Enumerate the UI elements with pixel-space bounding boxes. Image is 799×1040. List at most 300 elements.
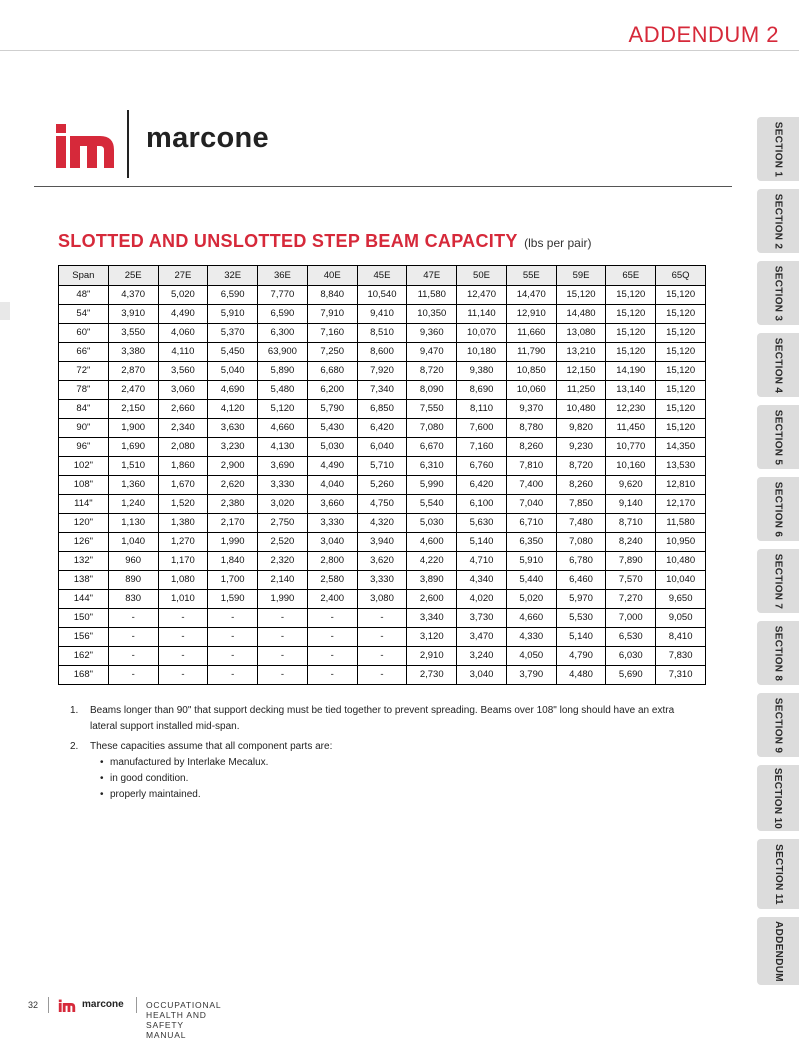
span-cell: 60" [59,324,109,343]
tab-section-9[interactable] [757,693,799,757]
capacity-cell: 3,330 [307,514,357,533]
capacity-cell: 5,790 [307,400,357,419]
capacity-cell: 2,140 [258,571,308,590]
capacity-cell: 3,470 [457,628,507,647]
note-number: 1. [70,705,79,716]
capacity-cell: 8,110 [457,400,507,419]
capacity-cell: 1,130 [108,514,158,533]
capacity-cell: 3,690 [258,457,308,476]
capacity-cell: 11,580 [656,514,706,533]
capacity-cell: 5,020 [158,286,208,305]
capacity-cell: 3,910 [108,305,158,324]
capacity-cell: 6,350 [506,533,556,552]
capacity-cell: 10,160 [606,457,656,476]
capacity-cell: 6,420 [457,476,507,495]
list-item: • manufactured by Interlake Mecalux. [102,755,690,771]
capacity-cell: 3,660 [307,495,357,514]
capacity-cell: 1,010 [158,590,208,609]
capacity-cell: 4,020 [457,590,507,609]
column-header: 55E [506,266,556,286]
span-cell: 156" [59,628,109,647]
column-header: 32E [208,266,258,286]
capacity-cell: 3,330 [258,476,308,495]
capacity-cell: - [208,609,258,628]
capacity-cell: 2,750 [258,514,308,533]
notes [70,703,690,807]
tab-label: SECTION 8 [772,625,784,681]
capacity-cell: 1,590 [208,590,258,609]
span-cell: 132" [59,552,109,571]
tab-label: SECTION 4 [772,337,784,393]
capacity-cell: - [158,609,208,628]
capacity-cell: 5,030 [307,438,357,457]
capacity-cell: 10,480 [656,552,706,571]
capacity-cell: 6,760 [457,457,507,476]
capacity-cell: 8,410 [656,628,706,647]
capacity-cell: 7,480 [556,514,606,533]
table-row [59,438,706,457]
footer-divider [48,997,49,1013]
capacity-cell: 2,580 [307,571,357,590]
capacity-cell: 2,620 [208,476,258,495]
capacity-cell: 2,380 [208,495,258,514]
table-body [59,286,706,685]
capacity-cell: - [307,609,357,628]
capacity-cell: 2,080 [158,438,208,457]
capacity-cell: 3,330 [357,571,407,590]
capacity-cell: 4,120 [208,400,258,419]
capacity-cell: 4,600 [407,533,457,552]
capacity-cell: 5,430 [307,419,357,438]
capacity-cell: 4,490 [158,305,208,324]
capacity-cell: 11,250 [556,381,606,400]
capacity-cell: 2,520 [258,533,308,552]
capacity-cell: 5,910 [208,305,258,324]
capacity-cell: 4,750 [357,495,407,514]
footer-wordmark: marcone [82,999,124,1010]
beam-capacity-table [58,265,706,685]
capacity-cell: 8,260 [556,476,606,495]
capacity-cell: 5,890 [258,362,308,381]
capacity-cell: - [108,628,158,647]
capacity-cell: 8,690 [457,381,507,400]
capacity-cell: 7,570 [606,571,656,590]
capacity-cell: 8,840 [307,286,357,305]
column-header: 65E [606,266,656,286]
capacity-cell: 12,470 [457,286,507,305]
capacity-cell: - [108,666,158,685]
capacity-cell: 2,910 [407,647,457,666]
section-title [58,231,592,252]
span-cell: 108" [59,476,109,495]
capacity-cell: 8,090 [407,381,457,400]
capacity-cell: 1,040 [108,533,158,552]
capacity-cell: 8,260 [506,438,556,457]
capacity-cell: 6,310 [407,457,457,476]
capacity-cell: 3,560 [158,362,208,381]
note-text: Beams longer than 90" that support decking must be tied together to prevent spreading. Beams over 108" long should have an extra lateral support installed mid-span. [90,705,675,732]
capacity-cell: 1,990 [258,590,308,609]
capacity-cell: - [108,647,158,666]
column-header: 25E [108,266,158,286]
capacity-cell: 5,480 [258,381,308,400]
capacity-cell: 4,330 [506,628,556,647]
capacity-cell: 13,140 [606,381,656,400]
capacity-cell: - [208,647,258,666]
capacity-cell: 7,920 [357,362,407,381]
capacity-cell: 6,100 [457,495,507,514]
capacity-cell: 9,140 [606,495,656,514]
table-row [59,514,706,533]
capacity-cell: 10,070 [457,324,507,343]
capacity-cell: - [258,609,308,628]
capacity-cell: 14,480 [556,305,606,324]
tab-addendum[interactable] [757,917,799,985]
note-2 [70,739,690,803]
capacity-cell: 15,120 [656,324,706,343]
table-row [59,457,706,476]
capacity-cell: 9,470 [407,343,457,362]
capacity-cell: 5,910 [506,552,556,571]
tab-label: SECTION 3 [772,265,784,321]
capacity-cell: 6,710 [506,514,556,533]
capacity-cell: 6,780 [556,552,606,571]
capacity-cell: 2,320 [258,552,308,571]
capacity-cell: 10,180 [457,343,507,362]
capacity-cell: 14,190 [606,362,656,381]
capacity-cell: 7,080 [556,533,606,552]
capacity-cell: - [158,628,208,647]
capacity-cell: 4,060 [158,324,208,343]
tab-section-1[interactable] [757,117,799,181]
span-cell: 114" [59,495,109,514]
capacity-cell: 8,600 [357,343,407,362]
table-unit-note: (lbs per pair) [524,236,592,250]
capacity-cell: 4,050 [506,647,556,666]
span-cell: 90" [59,419,109,438]
capacity-cell: 4,370 [108,286,158,305]
note-1 [70,703,690,735]
table-row [59,533,706,552]
capacity-cell: 1,360 [108,476,158,495]
capacity-cell: 3,890 [407,571,457,590]
addendum-heading: ADDENDUM 2 [628,22,779,47]
tab-section-4[interactable] [757,333,799,397]
capacity-cell: 3,020 [258,495,308,514]
capacity-cell: 8,510 [357,324,407,343]
capacity-cell: 5,630 [457,514,507,533]
logo-separator [127,110,129,178]
capacity-cell: 4,340 [457,571,507,590]
span-cell: 138" [59,571,109,590]
span-cell: 96" [59,438,109,457]
capacity-cell: 8,720 [556,457,606,476]
capacity-cell: 11,450 [606,419,656,438]
tab-section-6[interactable] [757,477,799,541]
column-header: 36E [258,266,308,286]
capacity-cell: 9,820 [556,419,606,438]
capacity-cell: 3,040 [457,666,507,685]
span-cell: 72" [59,362,109,381]
table-row [59,495,706,514]
capacity-cell: 11,140 [457,305,507,324]
capacity-cell: - [208,628,258,647]
capacity-cell: 6,530 [606,628,656,647]
column-header: 50E [457,266,507,286]
capacity-cell: 1,510 [108,457,158,476]
capacity-cell: - [258,628,308,647]
capacity-cell: 4,320 [357,514,407,533]
capacity-cell: - [208,666,258,685]
capacity-cell: 13,530 [656,457,706,476]
capacity-cell: 5,440 [506,571,556,590]
capacity-cell: 13,080 [556,324,606,343]
capacity-cell: 1,990 [208,533,258,552]
capacity-cell: 3,380 [108,343,158,362]
capacity-cell: - [307,628,357,647]
capacity-cell: 1,240 [108,495,158,514]
span-cell: 168" [59,666,109,685]
span-cell: 84" [59,400,109,419]
capacity-cell: 2,170 [208,514,258,533]
capacity-cell: 4,130 [258,438,308,457]
capacity-cell: 960 [108,552,158,571]
capacity-cell: 7,270 [606,590,656,609]
capacity-cell: - [357,666,407,685]
capacity-cell: 4,660 [506,609,556,628]
tab-label: ADDENDUM [772,920,784,982]
column-header-span: Span [59,266,109,286]
capacity-cell: 10,540 [357,286,407,305]
tab-section-7[interactable] [757,549,799,613]
capacity-cell: 8,780 [506,419,556,438]
capacity-cell: 1,860 [158,457,208,476]
capacity-cell: 15,120 [656,305,706,324]
capacity-cell: 5,450 [208,343,258,362]
capacity-cell: - [307,666,357,685]
span-cell: 150" [59,609,109,628]
table-row [59,343,706,362]
marcone-m-icon [56,122,114,168]
capacity-cell: 2,660 [158,400,208,419]
column-header: 27E [158,266,208,286]
capacity-cell: 6,590 [258,305,308,324]
capacity-cell: 1,520 [158,495,208,514]
capacity-cell: 4,490 [307,457,357,476]
capacity-cell: 4,040 [307,476,357,495]
capacity-cell: - [158,647,208,666]
page-number: 32 [28,1000,39,1010]
capacity-cell: 4,660 [258,419,308,438]
header-divider [0,50,799,51]
capacity-cell: 9,360 [407,324,457,343]
span-cell: 48" [59,286,109,305]
capacity-cell: 11,660 [506,324,556,343]
table-row [59,305,706,324]
span-cell: 102" [59,457,109,476]
table-row [59,666,706,685]
capacity-cell: 12,230 [606,400,656,419]
tab-section-3[interactable] [757,261,799,325]
capacity-cell: 1,170 [158,552,208,571]
capacity-cell: 7,250 [307,343,357,362]
capacity-cell: 15,120 [606,343,656,362]
left-edge-mark [0,302,10,320]
capacity-cell: 3,790 [506,666,556,685]
capacity-cell: 3,230 [208,438,258,457]
capacity-cell: 10,480 [556,400,606,419]
capacity-cell: 1,900 [108,419,158,438]
capacity-cell: 15,120 [606,305,656,324]
capacity-cell: 9,050 [656,609,706,628]
capacity-cell: 3,060 [158,381,208,400]
capacity-cell: 6,850 [357,400,407,419]
capacity-cell: 15,120 [556,286,606,305]
capacity-cell: 15,120 [656,343,706,362]
tab-section-5[interactable] [757,405,799,469]
capacity-cell: 7,850 [556,495,606,514]
capacity-cell: 7,890 [606,552,656,571]
capacity-cell: 9,620 [606,476,656,495]
capacity-cell: 3,620 [357,552,407,571]
capacity-cell: 10,040 [656,571,706,590]
capacity-cell: 12,910 [506,305,556,324]
tab-section-8[interactable] [757,621,799,685]
capacity-cell: 6,680 [307,362,357,381]
capacity-cell: 5,140 [556,628,606,647]
tab-label: SECTION 6 [772,481,784,537]
tab-label: SECTION 2 [772,193,784,249]
table-row [59,590,706,609]
capacity-cell: 8,710 [606,514,656,533]
capacity-cell: 1,080 [158,571,208,590]
capacity-cell: 7,600 [457,419,507,438]
capacity-cell: 6,420 [357,419,407,438]
column-header: 40E [307,266,357,286]
capacity-cell: 5,710 [357,457,407,476]
capacity-cell: 2,900 [208,457,258,476]
note-bullet-list [90,755,690,803]
capacity-cell: 2,340 [158,419,208,438]
capacity-cell: 10,950 [656,533,706,552]
capacity-cell: 1,670 [158,476,208,495]
capacity-cell: 10,850 [506,362,556,381]
capacity-cell: 2,400 [307,590,357,609]
footer-divider [136,997,137,1013]
capacity-cell: 1,700 [208,571,258,590]
capacity-cell: 2,870 [108,362,158,381]
column-header: 59E [556,266,606,286]
capacity-cell: 2,150 [108,400,158,419]
capacity-cell: 11,790 [506,343,556,362]
capacity-cell: 6,200 [307,381,357,400]
capacity-cell: 3,340 [407,609,457,628]
span-cell: 78" [59,381,109,400]
capacity-cell: 12,150 [556,362,606,381]
capacity-cell: 6,300 [258,324,308,343]
capacity-cell: 5,370 [208,324,258,343]
marcone-wordmark: marcone [146,122,269,154]
tab-section-10[interactable] [757,765,799,831]
capacity-cell: - [258,647,308,666]
capacity-cell: 12,170 [656,495,706,514]
span-cell: 144" [59,590,109,609]
capacity-cell: 15,120 [656,362,706,381]
table-row [59,362,706,381]
capacity-cell: 5,690 [606,666,656,685]
capacity-cell: 1,840 [208,552,258,571]
list-item: • in good condition. [102,771,690,787]
capacity-cell: - [108,609,158,628]
capacity-cell: 4,480 [556,666,606,685]
capacity-cell: 5,020 [506,590,556,609]
capacity-cell: 10,350 [407,305,457,324]
table-row [59,609,706,628]
capacity-cell: 7,400 [506,476,556,495]
capacity-cell: 4,790 [556,647,606,666]
capacity-cell: 3,040 [307,533,357,552]
capacity-cell: 7,310 [656,666,706,685]
capacity-cell: 7,910 [307,305,357,324]
tab-section-2[interactable] [757,189,799,253]
table-row [59,476,706,495]
capacity-cell: - [158,666,208,685]
capacity-cell: 10,770 [606,438,656,457]
capacity-cell: 1,380 [158,514,208,533]
capacity-cell: 63,900 [258,343,308,362]
capacity-cell: 2,470 [108,381,158,400]
capacity-cell: 5,260 [357,476,407,495]
marcone-m-icon [58,999,76,1012]
span-cell: 66" [59,343,109,362]
tab-label: SECTION 7 [772,553,784,609]
tab-label: SECTION 1 [772,121,784,177]
table-row [59,286,706,305]
column-header: 47E [407,266,457,286]
note-text: These capacities assume that all component parts are: [90,741,333,752]
capacity-cell: 2,800 [307,552,357,571]
manual-title: OCCUPATIONAL HEALTH AND SAFETY MANUAL [146,1000,222,1040]
capacity-cell: 9,380 [457,362,507,381]
capacity-cell: 7,080 [407,419,457,438]
tab-label: SECTION 11 [772,843,784,905]
capacity-cell: 6,460 [556,571,606,590]
capacity-cell: 15,120 [656,381,706,400]
capacity-cell: 5,540 [407,495,457,514]
column-header: 45E [357,266,407,286]
capacity-cell: 14,350 [656,438,706,457]
capacity-cell: - [357,647,407,666]
capacity-cell: 9,370 [506,400,556,419]
capacity-cell: 2,600 [407,590,457,609]
capacity-cell: 5,990 [407,476,457,495]
capacity-cell: 3,940 [357,533,407,552]
capacity-cell: 7,810 [506,457,556,476]
capacity-cell: 7,830 [656,647,706,666]
capacity-cell: 15,120 [656,286,706,305]
span-cell: 126" [59,533,109,552]
table-row [59,419,706,438]
tab-section-11[interactable] [757,839,799,909]
capacity-cell: 6,030 [606,647,656,666]
tab-label: SECTION 10 [772,767,784,829]
capacity-cell: 8,720 [407,362,457,381]
capacity-cell: 5,030 [407,514,457,533]
note-number: 2. [70,741,79,752]
span-cell: 54" [59,305,109,324]
table-row [59,647,706,666]
capacity-cell: 6,590 [208,286,258,305]
